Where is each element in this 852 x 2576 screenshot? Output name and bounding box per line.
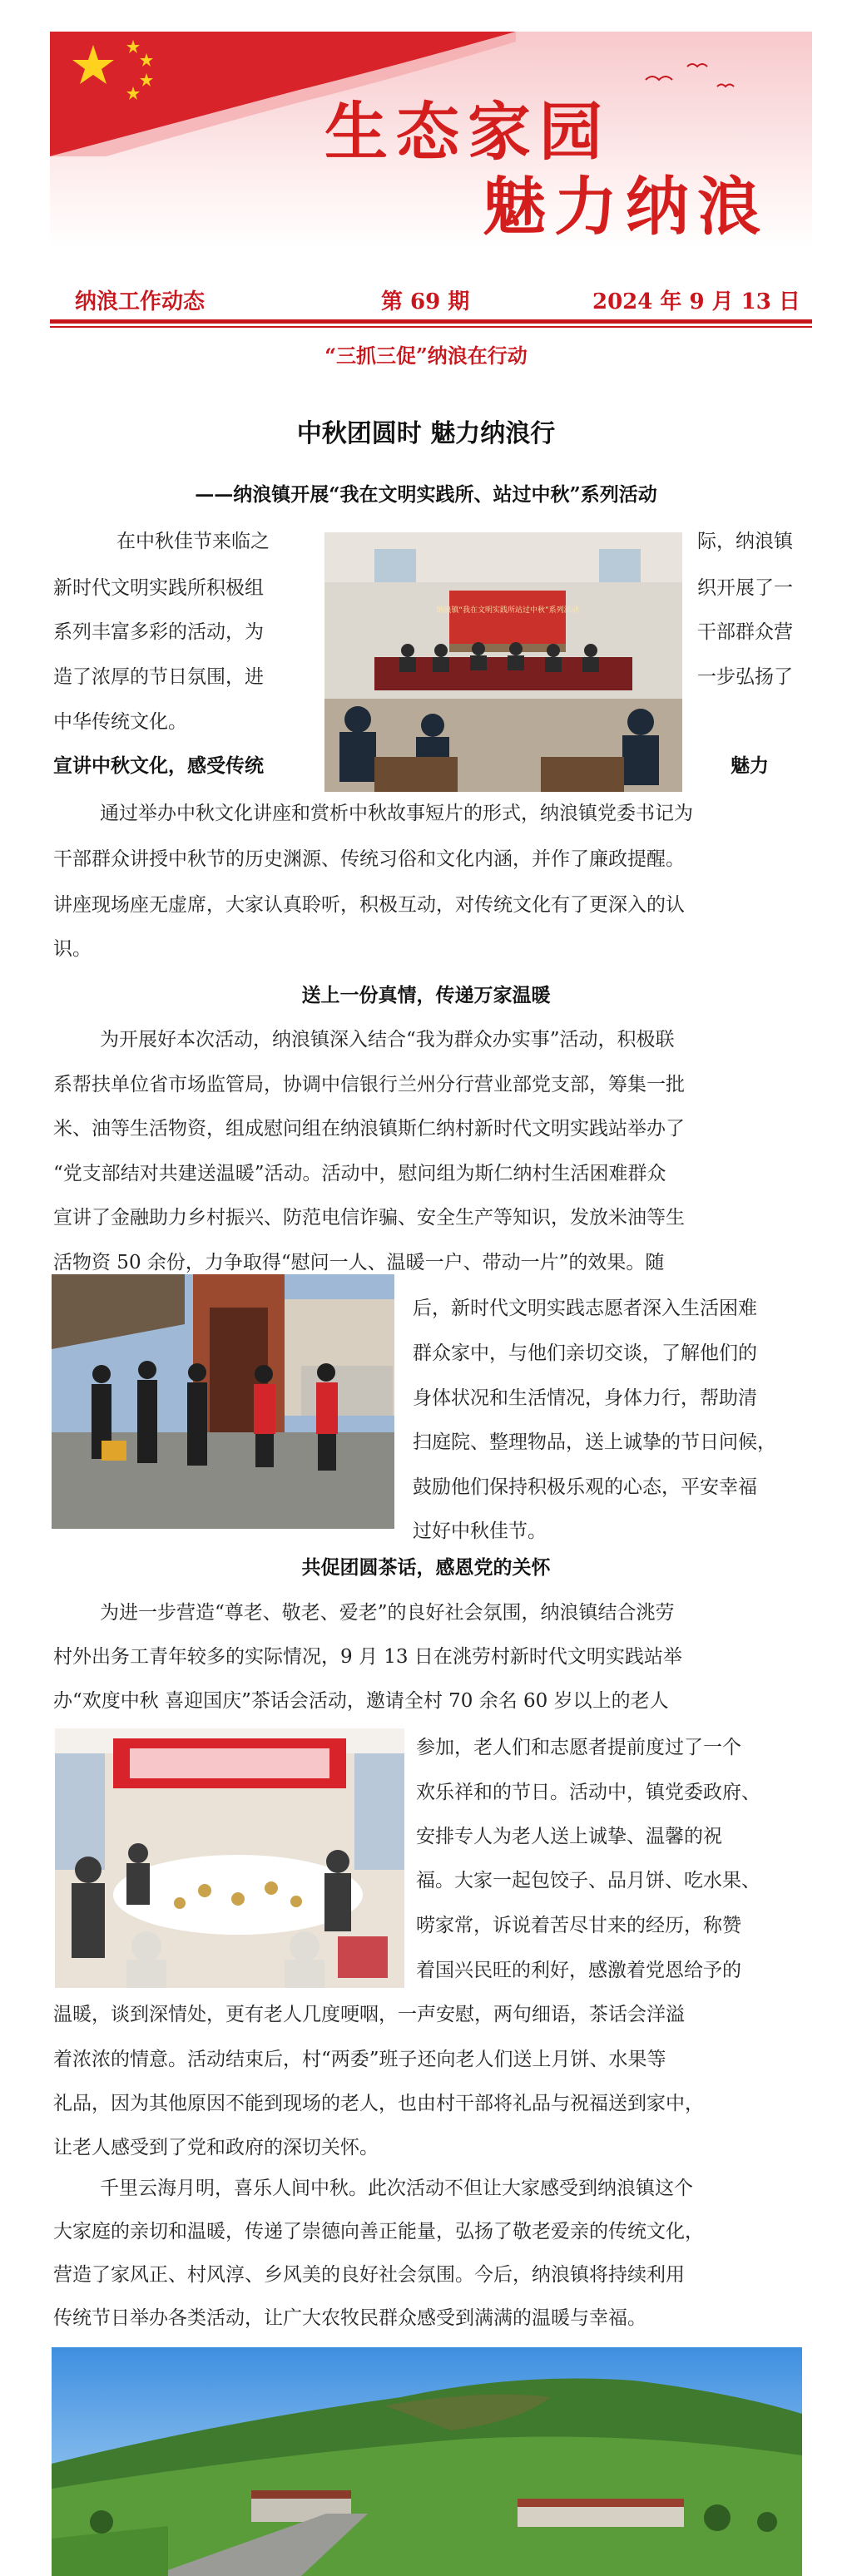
section3-side-line: 参加，老人们和志愿者提前度过了一个 [416, 1737, 741, 1758]
intro-line: 新时代文明实践所积极组 [53, 577, 264, 599]
section2-side-line: 群众家中，与他们亲切交谈，了解他们的 [413, 1342, 757, 1364]
intro-line: 中华传统文化。 [53, 711, 187, 733]
section3-line: 为进一步营造“尊老、敬老、爱老”的良好社会氛围，纳浪镇结合洮劳 [100, 1602, 675, 1624]
section3-side-line: 欢乐祥和的节日。活动中，镇党委政府、 [416, 1782, 760, 1803]
header-banner [50, 32, 812, 250]
section2-line: 系帮扶单位省市场监管局，协调中信银行兰州分行营业部党支部，筹集一批 [53, 1074, 685, 1095]
section2-heading: 送上一份真情，传递万家温暖 [301, 984, 551, 1006]
issue-date: 2024 年 9 月 13 日 [592, 289, 800, 314]
banner-title-line2: 魅力纳浪 [483, 170, 769, 244]
masthead [50, 283, 812, 316]
closing-line: 营造了家风正、村风淳、乡风美的良好社会氛围。今后，纳浪镇将持续利用 [53, 2264, 685, 2286]
section3-line: 让老人感受到了党和政府的深切关怀。 [53, 2137, 379, 2158]
section2-side-line: 身体状况和生活情况，身体力行，帮助清 [413, 1387, 757, 1409]
intro-line: 系列丰富多彩的活动，为 [53, 621, 264, 643]
masthead-rule [50, 319, 812, 324]
section3-line: 着浓浓的情意。活动结束后，村“两委”班子还向老人们送上月饼、水果等 [53, 2049, 666, 2070]
section3-side-line: 唠家常，诉说着苦尽甘来的经历，称赞 [416, 1915, 741, 1936]
photo-banner-text: 纳浪镇“我在文明实践所站过中秋”系列活动 [436, 606, 579, 615]
section1-line: 通过举办中秋文化讲座和赏析中秋故事短片的形式，纳浪镇党委书记为 [100, 803, 693, 824]
issue-number: 第 69 期 [381, 289, 470, 314]
section3-side-line: 福。大家一起包饺子、品月饼、吃水果、 [416, 1870, 760, 1891]
section3-line: 礼品，因为其他原因不能到现场的老人，也由村干部将礼品与祝福送到家中， [53, 2093, 704, 2114]
section2-side-line: 后，新时代文明实践志愿者深入生活困难 [413, 1298, 757, 1319]
section3-line: 办“欢度中秋 喜迎国庆”茶话会活动，邀请全村 70 余名 60 岁以上的老人 [53, 1690, 669, 1712]
intro-right-line: 一步弘扬了 [697, 666, 793, 688]
masthead-rule-thin [50, 326, 812, 328]
section2-line: 宣讲了金融助力乡村振兴、防范电信诈骗、安全生产等知识，发放米油等生 [53, 1207, 685, 1229]
section2-side-line: 鼓励他们保持积极乐观的心态，平安幸福 [413, 1476, 757, 1498]
volunteers-visit-photo [52, 1274, 394, 1529]
section1-line: 讲座现场座无虚席，大家认真聆听，积极互动，对传统文化有了更深入的认 [53, 894, 685, 916]
banner-title-line1: 生态家园 [324, 95, 611, 169]
section3-line: 温暖，谈到深情处，更有老人几度哽咽，一声安慰，两句细语，茶话会洋溢 [53, 2004, 685, 2025]
intro-right-line: 际，纳浪镇 [697, 531, 793, 552]
section2-line: 为开展好本次活动，纳浪镇深入结合“我为群众办实事”活动，积极联 [100, 1029, 675, 1051]
intro-line: 造了浓厚的节日氛围，进 [53, 666, 264, 688]
section2-side-line: 扫庭院、整理物品，送上诚挚的节日问候， [413, 1431, 776, 1453]
intro-right-line: 干部群众营 [697, 621, 793, 643]
section3-side-line: 安排专人为老人送上诚挚、温馨的祝 [416, 1826, 722, 1847]
section3-heading: 共促团圆茶话，感恩党的关怀 [301, 1556, 551, 1579]
section2-line: 米、油等生活物资，组成慰问组在纳浪镇斯仁纳村新时代文明实践站举办了 [53, 1118, 685, 1140]
section3-line: 村外出务工青年较多的实际情况，9 月 13 日在洮劳村新时代文明实践站举 [53, 1646, 682, 1668]
section1-line: 识。 [53, 938, 92, 960]
article-headline: 中秋团圆时 魅力纳浪行 [296, 419, 556, 448]
closing-line: 大家庭的亲切和温暖，传递了崇德向善正能量，弘扬了敬老爱亲的传统文化， [53, 2221, 704, 2242]
birds-graphic [637, 55, 754, 105]
section2-line: 活物资 50 余份，力争取得“慰问一人、温暖一户、带动一片”的效果。随 [53, 1252, 665, 1273]
closing-line: 传统节日举办各类活动，让广大农牧民群众感受到满满的温暖与幸福。 [53, 2307, 646, 2329]
section1-line: 干部群众讲授中秋节的历史渊源、传统习俗和文化内涵，并作了廉政提醒。 [53, 848, 685, 870]
section-tag: “三抓三促”纳浪在行动 [324, 344, 528, 368]
section3-side-line: 着国兴民旺的利好，感激着党恩给予的 [416, 1960, 741, 1981]
intro-line: 在中秋佳节来临之 [116, 531, 270, 552]
section1-heading: 宣讲中秋文化，感受传统 [53, 754, 264, 777]
section2-side-line: 过好中秋佳节。 [413, 1520, 547, 1542]
meeting-room-photo [324, 532, 682, 792]
intro-right-line: 织开展了一 [697, 577, 793, 599]
closing-line: 千里云海月明，喜乐人间中秋。此次活动不但让大家感受到纳浪镇这个 [100, 2178, 693, 2199]
publication-name: 纳浪工作动态 [75, 289, 206, 314]
section2-line: “党支部结对共建送温暖”活动。活动中，慰问组为斯仁纳村生活困难群众 [53, 1163, 666, 1184]
section1-heading-tail: 魅力 [731, 754, 769, 777]
landscape-photo [52, 2347, 802, 2576]
article-subhead: ——纳浪镇开展“我在文明实践所、站过中秋”系列活动 [195, 483, 657, 506]
tea-party-photo [55, 1728, 404, 1988]
